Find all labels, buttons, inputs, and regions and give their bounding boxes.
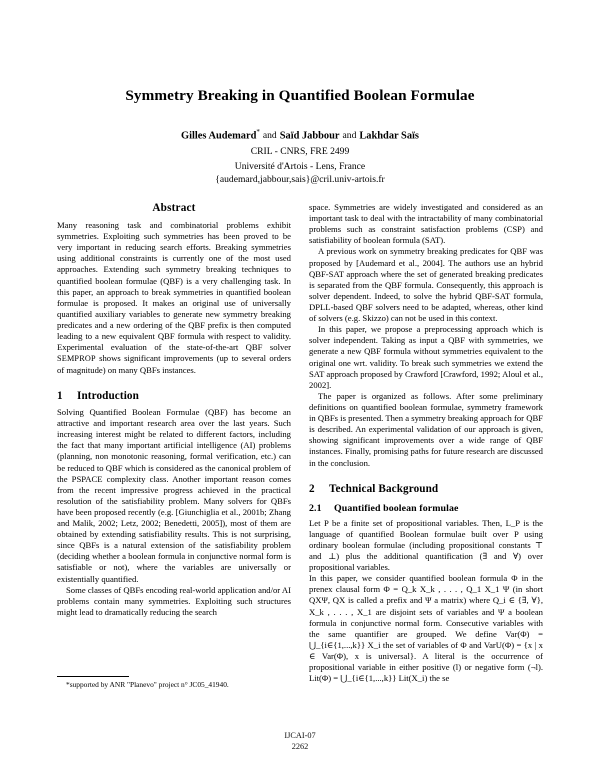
section-heading-introduction: [57, 390, 291, 402]
intro-paragraph-2: Some classes of QBFs encoding real-world application and/or AI problems contain many symmetries. Exploiting such structures might lead to dramatically reducing the search: [57, 584, 291, 617]
intro-paragraph-3: A previous work on symmetry breaking predicates for QBF was proposed by [Audemard et al., 2004]. The authors use an hybrid QBF-SAT approach where the set of generated breaking predicates is separated from the QBF formula. Consequently, this approach is solver dependent. Indeed, to solve the hybrid QBF-SAT formula, DPLL-based QBF solvers need to be adapted, whereas, other kind of solvers (e.g. Skizzo) can not be used in this context.: [309, 246, 543, 324]
intro-paragraph-1: Solving Quantified Boolean Formulae (QBF) has become an attractive and important research area over the last years. Such increasing interest might be related to different factors, including the fact that many important artificial intelligence (AI) problems (planning, non monotonic reasoning, formal verification, etc.) can be reduced to QBF which is considered as the canonical problem of the PSPACE complexity class. Another important reason comes from the recent impressive progress achieved in the practical resolution of the satisfiability problem. Many solvers for QBFs have been proposed recently (e.g. [Giunchiglia et al., 2001b; Zhang and Malik, 2002; Letz, 2002; Benedetti, 2005]), most of them are obtained by extending satisfiability results. This is not surprising, since QBFs is a natural extension of the satisfiability problem (deciding whether a boolean formula in conjunctive normal form is satisfiable or not), where the variables are universally or existentially quantified.: [57, 406, 291, 584]
page-title: Symmetry Breaking in Quantified Boolean Formulae: [125, 87, 475, 104]
contact-email: {audemard,jabbour,sais}@cril.univ-artois.fr: [215, 174, 385, 186]
footnote-area: [57, 676, 291, 690]
intro-paragraph-4: In this paper, we propose a preprocessing approach which is solver independent. Taking as input a QBF with symmetries, we generate a new QBF formula without symmetries equivalent to the original one wrt. validity. To break such symmetries we extend the SAT approach proposed by Crawford [Crawford, 1992; Aloul et al., 2002].: [309, 324, 543, 390]
section-title-2: Technical Background: [329, 482, 439, 495]
abstract-text-tail: shows significant improvements (up to several orders of magnitude) on many QBFs instances.: [57, 353, 291, 375]
author-footnote-marker: *: [256, 128, 260, 136]
section-number-1: 1: [57, 389, 63, 402]
author-name-2: Saïd Jabbour: [279, 130, 340, 142]
affiliation-line-1: CRIL - CNRS, FRE 2499: [250, 146, 350, 158]
abstract-text: [57, 220, 291, 376]
author-conjunction-1: and: [262, 130, 277, 142]
affiliation-line-2: Université d'Artois - Lens, France: [234, 160, 366, 172]
right-column: [309, 202, 543, 684]
abstract-heading: Abstract: [152, 202, 196, 214]
section-number-2: 2: [309, 482, 315, 495]
footnote-rule: [57, 676, 129, 677]
abstract-solver-name: SEMPROP: [57, 354, 96, 364]
two-column-body: [0, 202, 600, 689]
subsection-heading-qbf: [309, 503, 543, 514]
intro-paragraph-5: The paper is organized as follows. After some preliminary definitions on quantified boolean formulae, symmetry framework in QBFs is presented. Then a symmetry breaking approach for QBF is described. An experimental validation of our approach is given, showing significant improvements over a wide range of QBF instances. Finally, promising paths for future research are discussed in the conclusion.: [309, 390, 543, 468]
author-list: [0, 127, 600, 144]
footer-conference: IJCAI-07: [284, 730, 316, 740]
left-column: [57, 202, 291, 689]
author-conjunction-2: and: [342, 130, 357, 142]
author-name-1: Gilles Audemard: [181, 130, 257, 142]
footer-page-number: 2262: [291, 741, 309, 751]
title-block: [0, 0, 600, 187]
author-name-3: Lakhdar Saïs: [359, 130, 419, 142]
abstract-text-main: Many reasoning task and combinatorial problems exhibit symmetries. Exploiting such symmetries has been proved to be very important in reducing search efforts. Breaking symmetries using additional constraints is currently one of the most used approaches. Extending such symmetry breaking techniques to quantified boolean formulae (QBF) is a very challenging task. In this paper, an approach to break symmetries in quantified boolean formulae is proposed. It makes an original use of universally quantified auxiliary variables to generate new symmetry breaking predicates and a new ordering of the QBF prefix is then computed leading to a new equivalent QBF formula with respect to validity. Experimental evaluation of the state-of-the-art QBF solver: [57, 220, 291, 353]
page-footer: [0, 730, 600, 752]
subsection-title-2-1: Quantified boolean formulae: [334, 502, 459, 514]
section-title-1: Introduction: [77, 389, 139, 402]
subsection-number-2-1: 2.1: [309, 502, 322, 514]
intro-paragraph-2-continued: space. Symmetries are widely investigated and considered as an important task to deal with the intractability of many combinatorial problems such as constraint satisfaction problems (CSP) and satisfiability of boolean formula (SAT).: [309, 202, 543, 246]
section-heading-technical-background: [309, 483, 543, 495]
background-paragraph-2: In this paper, we consider quantified boolean formula Φ in the prenex clausal form Φ = Q_k X_k , . . . , Q_1 X_1 Ψ (in short QXΨ, QX is called a prefix and Ψ a matrix) where Q_i ∈ {∃, ∀}, X_k , . . . , X_1 are disjoint sets of variables and Ψ a boolean formula in conjunctive normal form. Consecutive variables with the same quantifier are grouped. We define Var(Φ) = ⋃_{i∈{1,...,k}} X_i the set of variables of Φ and VarU(Φ) = {x | x ∈ Var(Φ), x is universal}. A literal is the occurrence of propositional variable in either positive (l) or negative form (¬l). Lit(Φ) = ⋃_{i∈{1,...,k}} Lit(X_i) the se: [309, 573, 543, 684]
footnote-text: *supported by ANR "Planevo" project n° JC05_41940.: [66, 680, 229, 689]
background-paragraph-1: Let P be a finite set of propositional variables. Then, L_P is the language of quantified Boolean formulae built over P using ordinary boolean formulae (including propositional constants ⊤ and ⊥) plus the additional quantification (∃ and ∀) over propositional variables.: [309, 517, 543, 573]
